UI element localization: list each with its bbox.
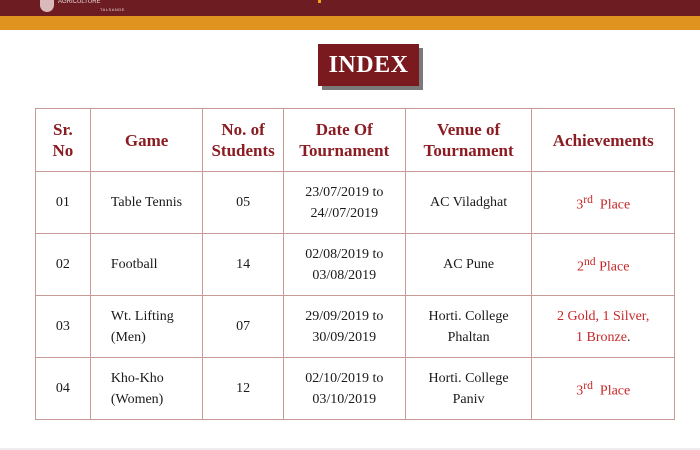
header-bar: [0, 0, 700, 16]
header-game: Game: [90, 109, 203, 172]
cell-venue: AC Pune: [405, 234, 532, 296]
cell-date: 02/10/2019 to 03/10/2019: [283, 358, 405, 420]
cell-students: 12: [203, 358, 283, 420]
cell-sr-no: 04: [36, 358, 91, 420]
cell-date: 02/08/2019 to 03/08/2019: [283, 234, 405, 296]
cell-venue: Horti. College Paniv: [405, 358, 532, 420]
cell-date: 23/07/2019 to 24//07/2019: [283, 172, 405, 234]
logo-subtext: TALSANDE: [100, 7, 125, 12]
header-venue: Venue of Tournament: [405, 109, 532, 172]
cell-game: Wt. Lifting (Men): [90, 296, 203, 358]
cell-achievement: 3rd Place: [532, 172, 675, 234]
cell-venue: AC Viladghat: [405, 172, 532, 234]
cell-game: Table Tennis: [90, 172, 203, 234]
cell-sr-no: 02: [36, 234, 91, 296]
header-sr-no: Sr. No: [36, 109, 91, 172]
header-no-of-students: No. of Students: [203, 109, 283, 172]
accent-mark: [318, 0, 321, 3]
header-date: Date Of Tournament: [283, 109, 405, 172]
cell-achievement: 3rd Place: [532, 358, 675, 420]
cell-date: 29/09/2019 to 30/09/2019: [283, 296, 405, 358]
cell-achievement: 2nd Place: [532, 234, 675, 296]
shield-icon: [40, 0, 54, 12]
table-header-row: [36, 109, 675, 172]
cell-game: Football: [90, 234, 203, 296]
college-logo: [40, 0, 125, 14]
table-row: [36, 296, 675, 358]
cell-sr-no: 03: [36, 296, 91, 358]
header-achievements: Achievements: [532, 109, 675, 172]
cell-students: 14: [203, 234, 283, 296]
cell-sr-no: 01: [36, 172, 91, 234]
cell-game: Kho-Kho (Women): [90, 358, 203, 420]
table-row: [36, 172, 675, 234]
cell-students: 05: [203, 172, 283, 234]
table-row: [36, 234, 675, 296]
gold-stripe: [0, 16, 700, 30]
table-row: [36, 358, 675, 420]
cell-achievement: 2 Gold, 1 Silver, 1 Bronze.: [532, 296, 675, 358]
logo-text: AGRICULTURE: [58, 0, 101, 5]
cell-venue: Horti. College Phaltan: [405, 296, 532, 358]
page-title: INDEX: [318, 44, 419, 86]
cell-students: 07: [203, 296, 283, 358]
tournament-table: [35, 108, 675, 420]
